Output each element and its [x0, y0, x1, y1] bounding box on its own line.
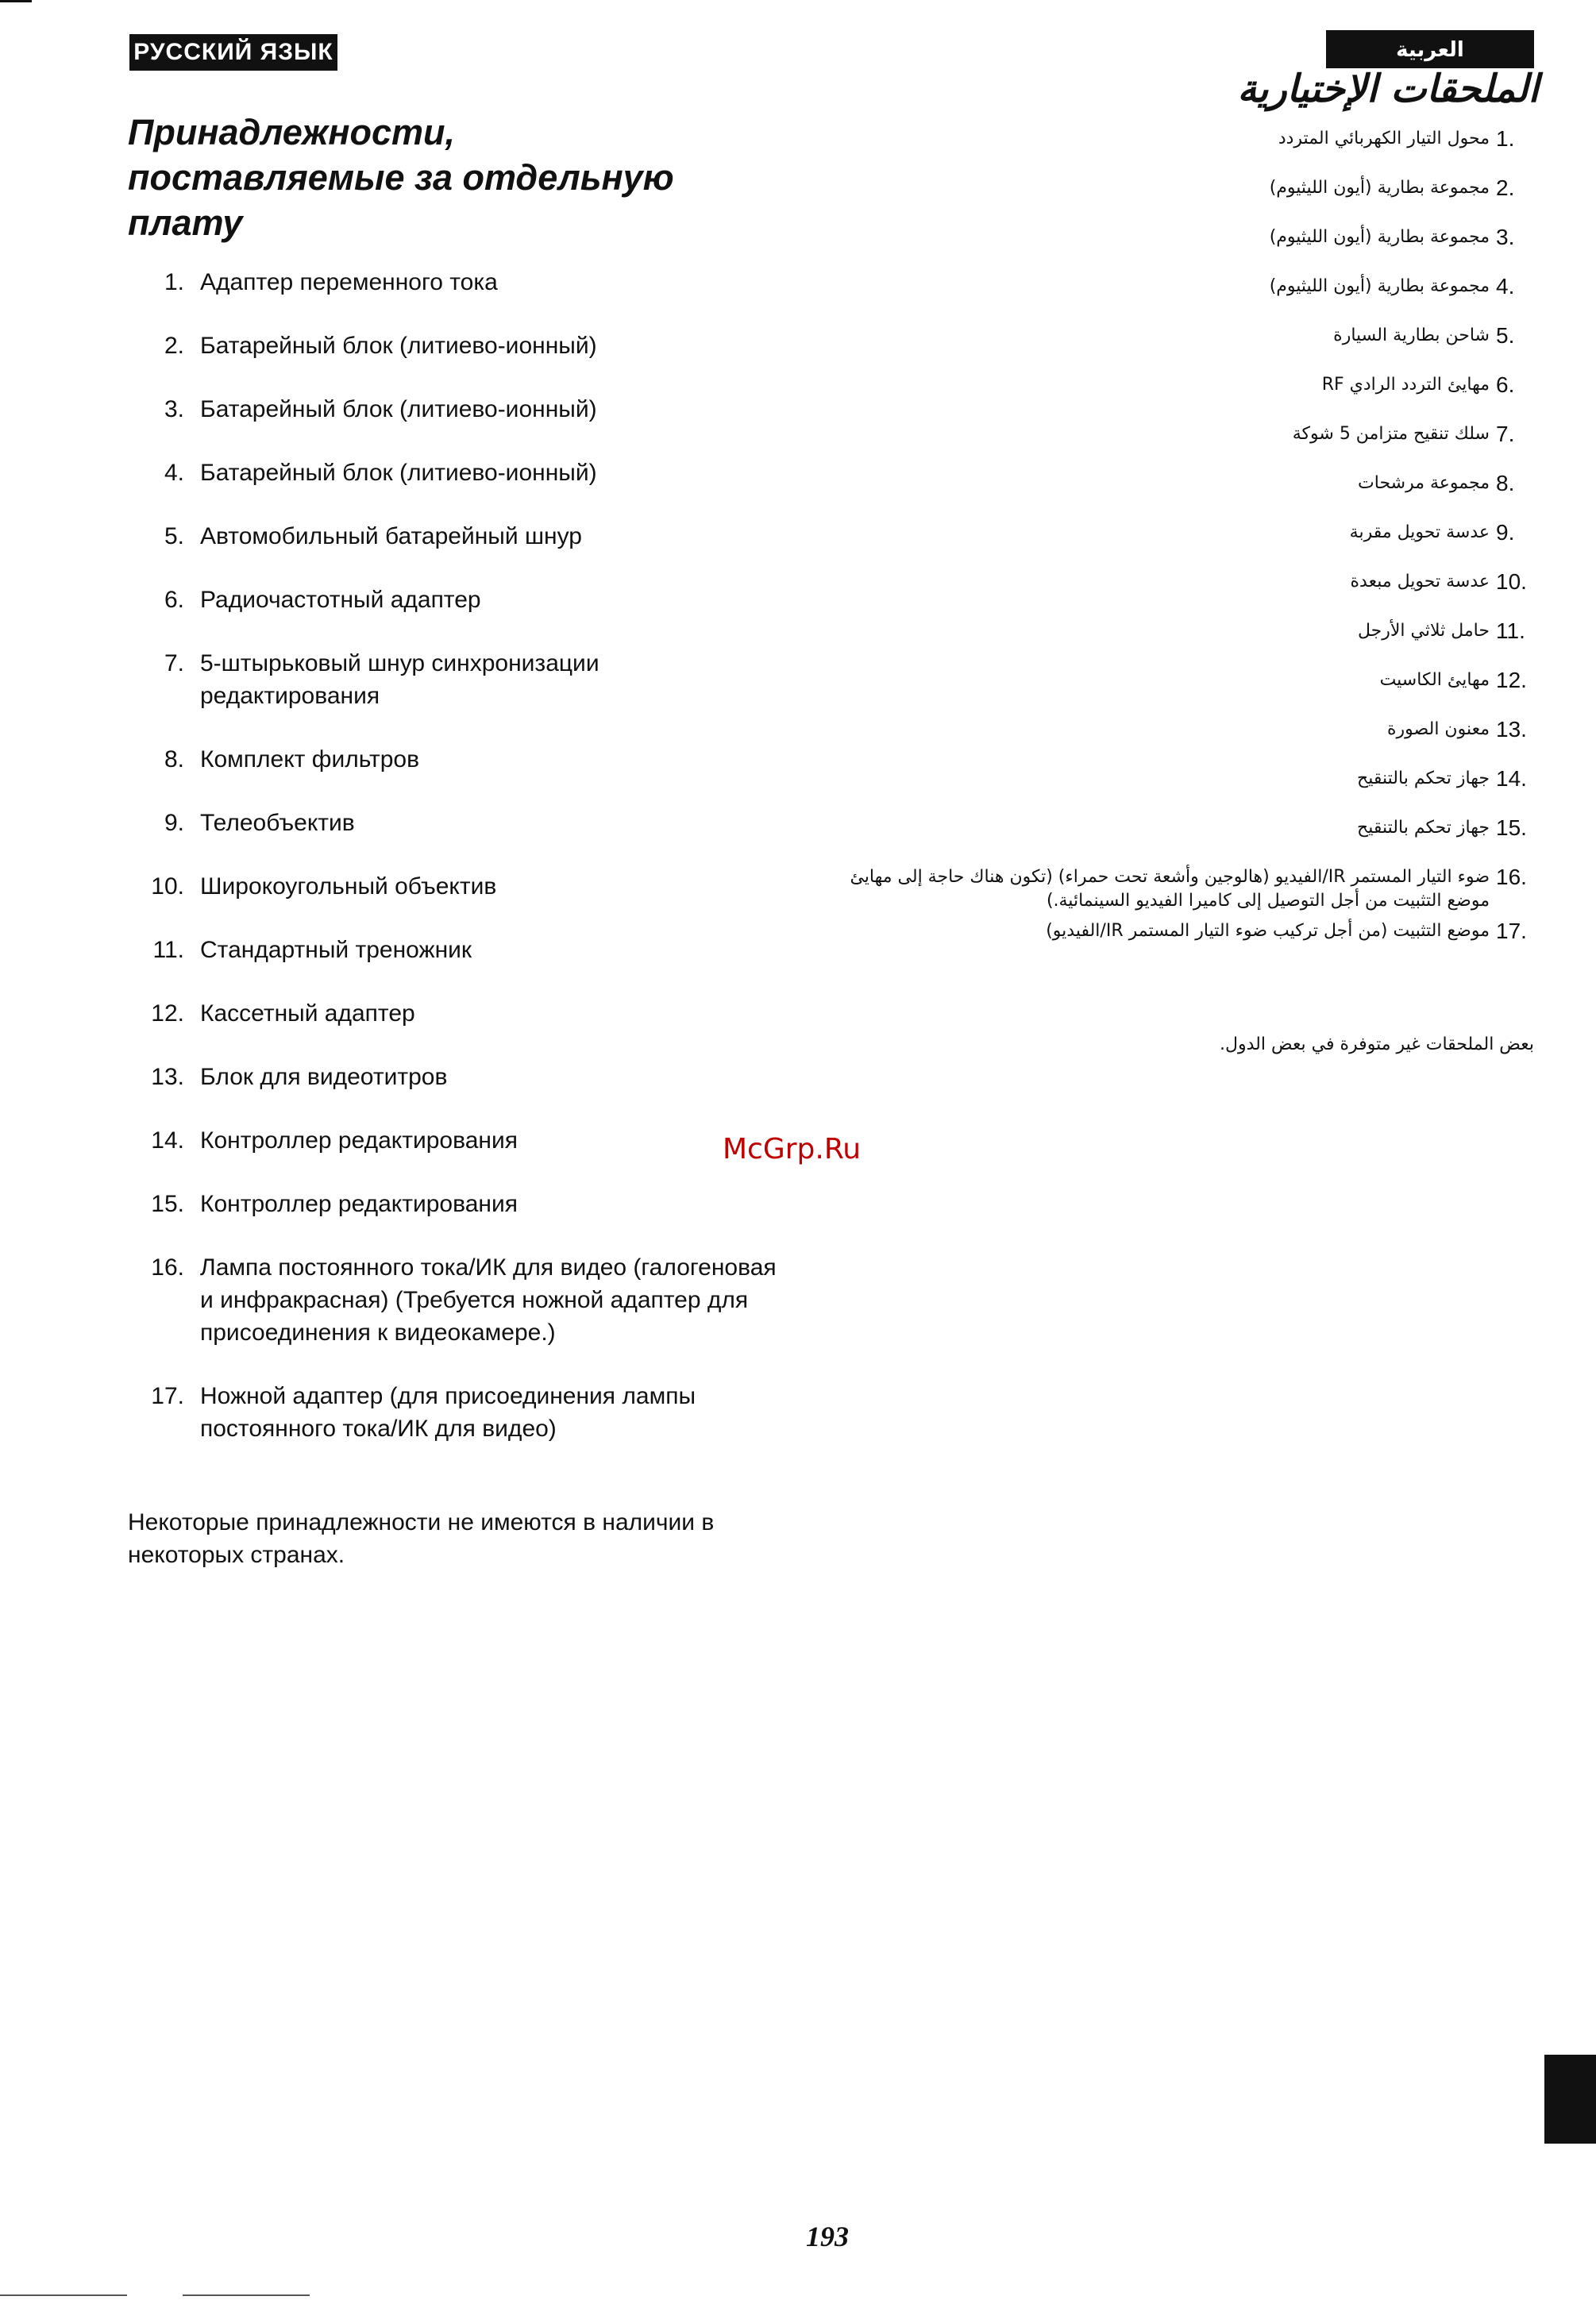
- item-text: Стандартный треножник: [200, 937, 472, 963]
- list-item: [819, 619, 1534, 668]
- item-number: 4.: [164, 460, 184, 486]
- item-number: 15.: [151, 1191, 184, 1217]
- list-item: [819, 865, 1534, 913]
- language-tab-russian: РУССКИЙ ЯЗЫК: [129, 34, 337, 71]
- top-rule: [0, 0, 32, 2]
- item-number: 13.: [151, 1064, 184, 1090]
- item-number: 6.: [164, 587, 184, 613]
- item-number: 11.: [152, 937, 184, 963]
- accessory-list-arabic: [819, 127, 1534, 969]
- availability-note-arabic: بعض الملحقات غير متوفرة في بعض الدول.: [1220, 1034, 1534, 1054]
- list-item: [119, 266, 818, 299]
- item-text: عدسة تحويل مبعدة: [1350, 572, 1490, 591]
- item-text: سلك تنقيح متزامن 5 شوكة: [1292, 424, 1490, 444]
- availability-note-russian: Некоторые принадлежности не имеются в наличии в некоторых странах.: [128, 1509, 715, 1568]
- item-number: .2: [1496, 175, 1515, 200]
- list-item: [819, 127, 1534, 176]
- list-item: [119, 1380, 746, 1445]
- list-item: [119, 520, 818, 553]
- item-text: جهاز تحكم بالتنقيح: [1357, 769, 1490, 788]
- item-number: .16: [1496, 865, 1527, 889]
- accessory-list-russian: [119, 266, 818, 1476]
- list-item: [119, 1124, 818, 1157]
- list-item: [819, 767, 1534, 816]
- list-item: [119, 934, 818, 966]
- item-number: 16.: [151, 1254, 184, 1281]
- list-item: [819, 718, 1534, 767]
- title-line: Принадлежности,: [128, 112, 456, 152]
- item-number: 3.: [164, 396, 184, 422]
- item-text: 5-штырьковый шнур синхронизации редактирования: [200, 650, 599, 709]
- list-item: [819, 275, 1534, 324]
- item-text: موضع التثبيت (من أجل تركيب ضوء التيار المستمر IR/الفيديو): [1046, 921, 1490, 941]
- item-text: عدسة تحويل مقربة: [1349, 522, 1490, 542]
- item-text: Автомобильный батарейный шнур: [200, 523, 582, 549]
- page-title-arabic: الملحقات الإختيارية: [1237, 67, 1539, 111]
- side-index-tab: [1544, 2055, 1596, 2144]
- item-text: Комплект фильтров: [200, 746, 420, 772]
- item-number: .12: [1496, 668, 1527, 692]
- item-text: حامل ثلاثي الأرجل: [1358, 621, 1490, 641]
- list-item: [119, 807, 818, 839]
- item-text: شاحن بطارية السيارة: [1333, 326, 1490, 345]
- title-line: плату: [128, 202, 243, 243]
- list-item: [119, 870, 818, 903]
- list-item: [119, 1251, 786, 1349]
- list-item: [119, 584, 818, 616]
- item-text: جهاز تحكم بالتنقيح: [1357, 818, 1490, 838]
- list-item: [819, 225, 1534, 275]
- item-text: مجموعة بطارية (أيون الليثيوم): [1269, 227, 1490, 247]
- item-number: .15: [1496, 815, 1527, 840]
- item-text: Контроллер редактирования: [200, 1191, 518, 1217]
- item-number: .11: [1496, 618, 1525, 643]
- item-number: 1.: [164, 269, 184, 295]
- item-number: .8: [1496, 471, 1515, 495]
- item-number: .13: [1496, 717, 1527, 742]
- item-number: 10.: [151, 873, 184, 900]
- item-number: .6: [1496, 372, 1515, 397]
- item-text: Батарейный блок (литиево-ионный): [200, 333, 597, 359]
- item-text: Батарейный блок (литиево-ионный): [200, 460, 597, 486]
- item-number: .7: [1496, 422, 1515, 446]
- language-tab-arabic: العربية: [1326, 30, 1534, 68]
- list-item: [819, 668, 1534, 718]
- list-item: [819, 422, 1534, 472]
- item-number: .5: [1496, 323, 1515, 348]
- list-item: [119, 997, 818, 1030]
- list-item: [119, 393, 818, 426]
- item-number: .4: [1496, 274, 1515, 299]
- item-number: .14: [1496, 766, 1527, 791]
- watermark-text: McGrp.Ru: [723, 1133, 862, 1165]
- item-text: Блок для видеотитров: [200, 1064, 448, 1090]
- list-item: [819, 919, 1534, 969]
- list-item: [819, 570, 1534, 619]
- list-item: [819, 521, 1534, 570]
- list-item: [119, 1061, 818, 1093]
- item-number: 17.: [151, 1383, 184, 1409]
- list-item: [119, 743, 818, 776]
- item-number: 5.: [164, 523, 184, 549]
- item-number: 9.: [164, 810, 184, 836]
- list-item: [819, 816, 1534, 865]
- item-text: مجموعة بطارية (أيون الليثيوم): [1269, 178, 1490, 198]
- list-item: [819, 373, 1534, 422]
- item-number: 7.: [164, 650, 184, 676]
- item-number: 14.: [151, 1127, 184, 1154]
- page-title-russian: [128, 110, 779, 245]
- item-number: 2.: [164, 333, 184, 359]
- title-line: поставляемые за отдельную: [128, 157, 674, 198]
- bottom-rule: [0, 2294, 365, 2296]
- item-text: Телеобъектив: [200, 810, 355, 836]
- page-number: 193: [806, 2221, 849, 2252]
- item-text: محول التيار الكهربائي المتردد: [1278, 129, 1490, 148]
- item-number: 12.: [151, 1000, 184, 1027]
- item-text: مجموعة بطارية (أيون الليثيوم): [1269, 276, 1490, 296]
- list-item: [819, 176, 1534, 225]
- item-text: Адаптер переменного тока: [200, 269, 498, 295]
- item-number: .17: [1496, 919, 1527, 943]
- item-number: .9: [1496, 520, 1515, 545]
- item-number: .3: [1496, 225, 1515, 249]
- list-item: [819, 324, 1534, 373]
- item-text: ضوء التيار المستمر IR/الفيديو (هالوجين وأشعة تحت حمراء) (تكون هناك حاجة إلى مهايئ موضع التثبيت من أجل التوصيل إلى كاميرا الفيديو السينمائية.): [850, 867, 1490, 911]
- item-text: Широкоугольный объектив: [200, 873, 497, 900]
- item-number: 8.: [164, 746, 184, 772]
- item-number: .1: [1496, 126, 1515, 151]
- list-item: [119, 457, 818, 489]
- list-item: [119, 1188, 818, 1220]
- item-text: مجموعة مرشحات: [1358, 473, 1490, 493]
- list-item: [119, 647, 707, 712]
- item-number: .10: [1496, 569, 1527, 594]
- item-text: Батарейный блок (литиево-ионный): [200, 396, 597, 422]
- list-item: [819, 472, 1534, 521]
- item-text: Ножной адаптер (для присоединения лампы постоянного тока/ИК для видео): [200, 1383, 696, 1442]
- item-text: معنون الصورة: [1387, 719, 1490, 739]
- item-text: Радиочастотный адаптер: [200, 587, 481, 613]
- item-text: مهايئ الكاسيت: [1379, 670, 1490, 690]
- list-item: [119, 329, 818, 362]
- item-text: مهايئ التردد الرادي RF: [1321, 375, 1490, 395]
- item-text: Контроллер редактирования: [200, 1127, 518, 1154]
- item-text: Кассетный адаптер: [200, 1000, 415, 1027]
- item-text: Лампа постоянного тока/ИК для видео (галогеновая и инфракрасная) (Требуется ножной адаптер для присоединения к видеокамере.): [200, 1254, 777, 1346]
